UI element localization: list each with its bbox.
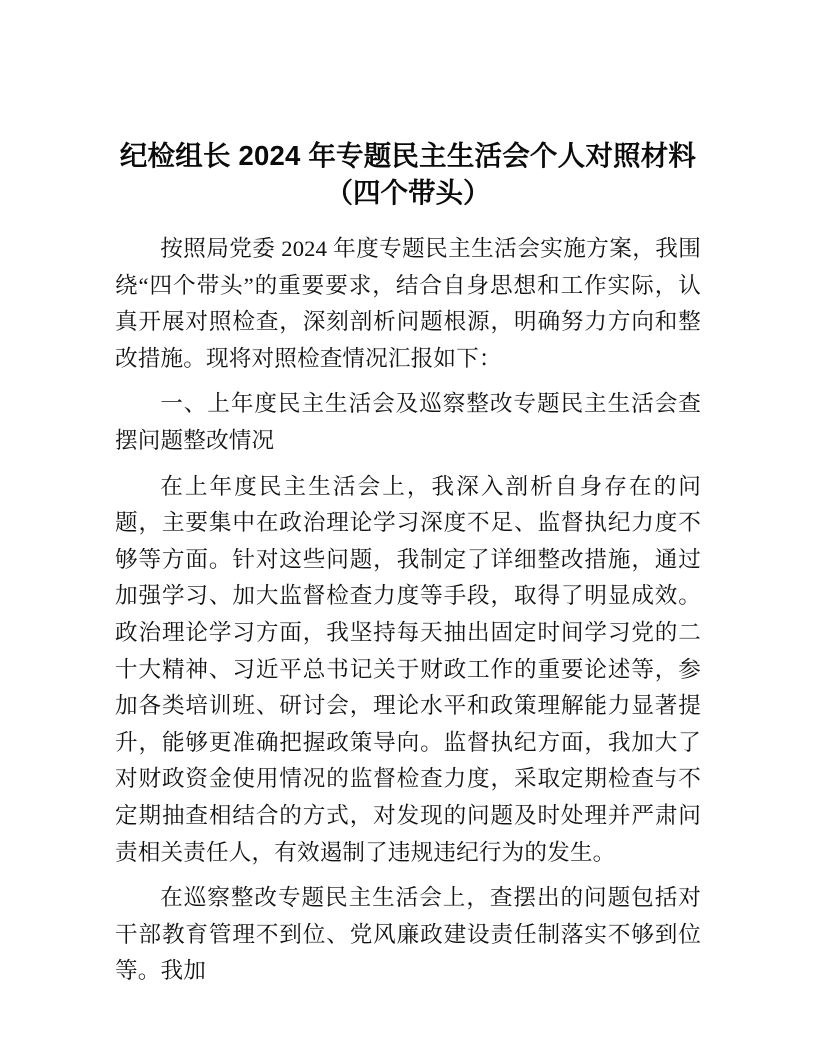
paragraph-inspection-rectification: 在巡察整改专题民主生活会上，查摆出的问题包括对干部教育管理不到位、党风廉政建设责任制落实不够到位等。我加 [115,885,701,984]
paragraph-intro: 按照局党委 2024 年度专题民主生活会实施方案，我围绕“四个带头”的重要要求，结合自身思想和工作实际，认真开展对照检查，深刻剖析问题根源，明确努力方向和整改措施。现将对照检查情况汇报如下： [115,236,701,371]
page-title [115,137,701,211]
section-heading-1: 一、上年度民主生活会及巡察整改专题民主生活会查摆问题整改情况 [115,391,701,453]
paragraph-previous-meeting-rectification: 在上年度民主生活会上，我深入剖析自身存在的问题，主要集中在政治理论学习深度不足、监督执纪力度不够等方面。针对这些问题，我制定了详细整改措施，通过加强学习、加大监督检查力度等手段，取得了明显成效。政治理论学习方面，我坚持每天抽出固定时间学习党的二十大精神、习近平总书记关于财政工作的重要论述等，参加各类培训班、研讨会，理论水平和政策理解能力显著提升，能够更准确把握政策导向。监督执纪方面，我加大了对财政资金使用情况的监督检查力度，采取定期检查与不定期抽查相结合的方式，对发现的问题及时处理并严肃问责相关责任人，有效遏制了违规违纪行为的发生。 [115,473,701,865]
page-title-line-1: 纪检组长 2024 年专题民主生活会个人对照材料 [119,140,697,171]
document-body [115,231,701,990]
page-title-line-2: （四个带头） [325,177,491,208]
document-content [115,137,701,990]
